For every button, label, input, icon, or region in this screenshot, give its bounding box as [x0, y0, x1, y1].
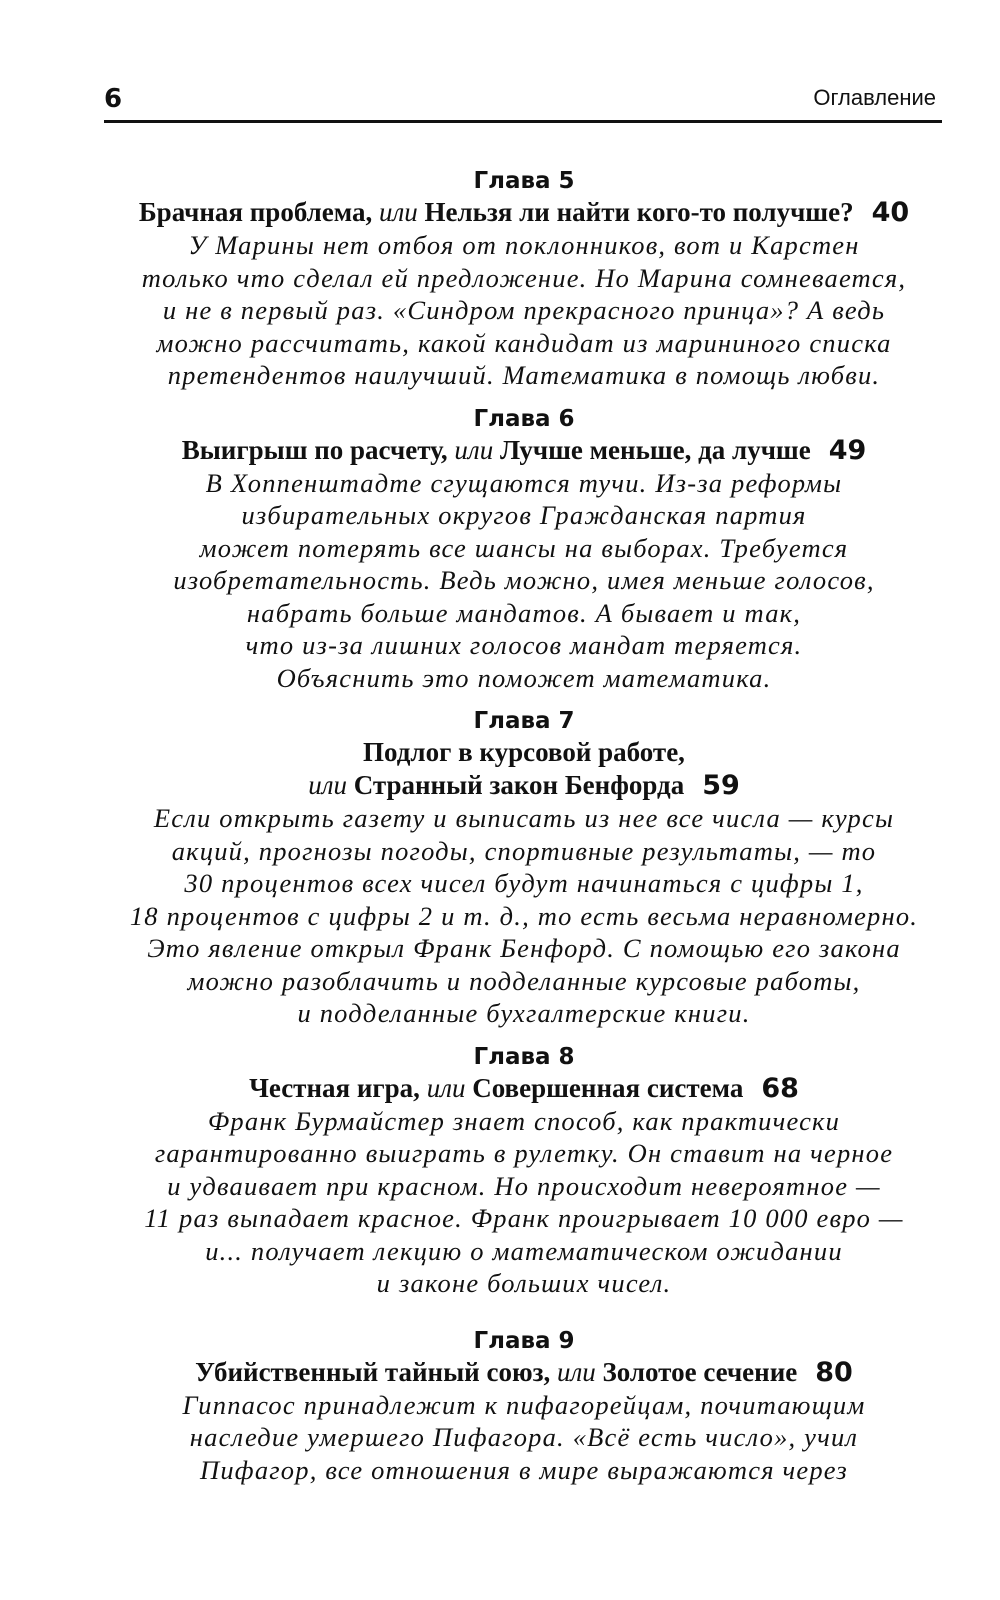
chapter-title: Брачная проблема, или Нельзя ли найти кого-то получше? 40	[138, 197, 910, 228]
chapter-label: Глава 6	[473, 405, 575, 432]
summary-line: Пифагор, все отношения в мире выражаются через	[200, 1454, 848, 1485]
summary-line: Если открыть газету и выписать из нее все числа — курсы	[153, 803, 895, 833]
summary-line: Франк Бурмайстер знает способ, как практически	[207, 1105, 841, 1136]
chapter-page-number: 68	[761, 1072, 799, 1104]
chapter-7-entry	[88, 706, 960, 1030]
summary-line: Гиппасос принадлежит к пифагорейцам, почитающим	[182, 1389, 866, 1420]
summary-line: акций, прогнозы погоды, спортивные результаты, — то	[171, 835, 877, 866]
page-number: 6	[104, 84, 123, 114]
chapter-title: Убийственный тайный союз, или Золотое сечение 80	[195, 1356, 853, 1388]
chapter-label: Глава 7	[473, 708, 575, 734]
summary-line: 18 процентов с цифры 2 и т. д., то есть весьма неравномерно.	[129, 900, 919, 931]
summary-line: и не в первый раз. «Синдром прекрасного принца»? А ведь	[162, 295, 886, 325]
summary-line: В Хоппенштадте сгущаются тучи. Из-за реформы	[205, 467, 843, 498]
summary-line: изобретательность. Ведь можно, имея меньше голосов,	[173, 565, 875, 595]
summary-line: набрать больше мандатов. А бывает и так,	[246, 597, 802, 628]
summary-line: 30 процентов всех чисел будут начинаться с цифры 1,	[184, 868, 864, 898]
summary-line: и подделанные бухгалтерские книги.	[297, 998, 751, 1028]
summary-line: что из-за лишних голосов мандат теряется.	[245, 630, 803, 660]
summary-line: избирательных округов Гражданская партия	[241, 500, 807, 530]
page-header	[104, 78, 942, 123]
chapter-5-entry	[88, 166, 960, 392]
chapter-page-number: 59	[702, 770, 740, 801]
chapter-page-number: 40	[871, 197, 910, 228]
chapter-label: Глава 9	[473, 1327, 575, 1354]
summary-line: может потерять все шансы на выборах. Требуется	[199, 532, 849, 563]
chapter-page-number: 49	[828, 434, 867, 466]
summary-line: можно рассчитать, какой кандидат из марининого списка	[156, 327, 892, 358]
chapter-6-entry	[88, 404, 960, 695]
summary-line: Объяснить это поможет математика.	[276, 662, 772, 693]
summary-line: и законе больших чисел.	[376, 1268, 672, 1298]
chapter-title-continued: или Странный закон Бенфорда 59	[308, 770, 740, 801]
summary-line: можно разоблачить и подделанные курсовые работы,	[187, 965, 861, 996]
chapter-label: Глава 5	[473, 168, 575, 194]
chapter-label: Глава 8	[473, 1043, 575, 1070]
summary-line: претендентов наилучший. Математика в помощь любви.	[167, 360, 881, 390]
summary-line: У Марины нет отбоя от поклонников, вот и Карстен	[188, 230, 860, 260]
summary-line: и... получает лекцию о математическом ожидании	[205, 1235, 843, 1266]
running-title: Оглавление	[813, 85, 936, 110]
summary-line: и удваивает при красном. Но происходит невероятное —	[167, 1170, 881, 1201]
summary-line: гарантированно выиграть в рулетку. Он ставит на черное	[154, 1138, 894, 1168]
table-of-contents	[88, 166, 960, 1486]
chapter-title: Честная игра, или Совершенная система 68	[249, 1072, 799, 1104]
chapter-page-number: 80	[815, 1356, 853, 1388]
summary-line: наследие умершего Пифагора. «Всё есть число», учил	[189, 1422, 859, 1452]
summary-line: только что сделал ей предложение. Но Марина сомневается,	[141, 262, 907, 293]
chapter-title: Выигрыш по расчету, или Лучше меньше, да лучше 49	[181, 434, 867, 466]
chapter-8-entry	[88, 1042, 960, 1300]
summary-line: Это явление открыл Франк Бенфорд. С помощью его закона	[147, 933, 901, 963]
chapter-title: Подлог в курсовой работе,	[363, 737, 685, 767]
chapter-9-entry	[88, 1326, 960, 1487]
summary-line: 11 раз выпадает красное. Франк проигрывает 10 000 евро —	[144, 1203, 904, 1233]
